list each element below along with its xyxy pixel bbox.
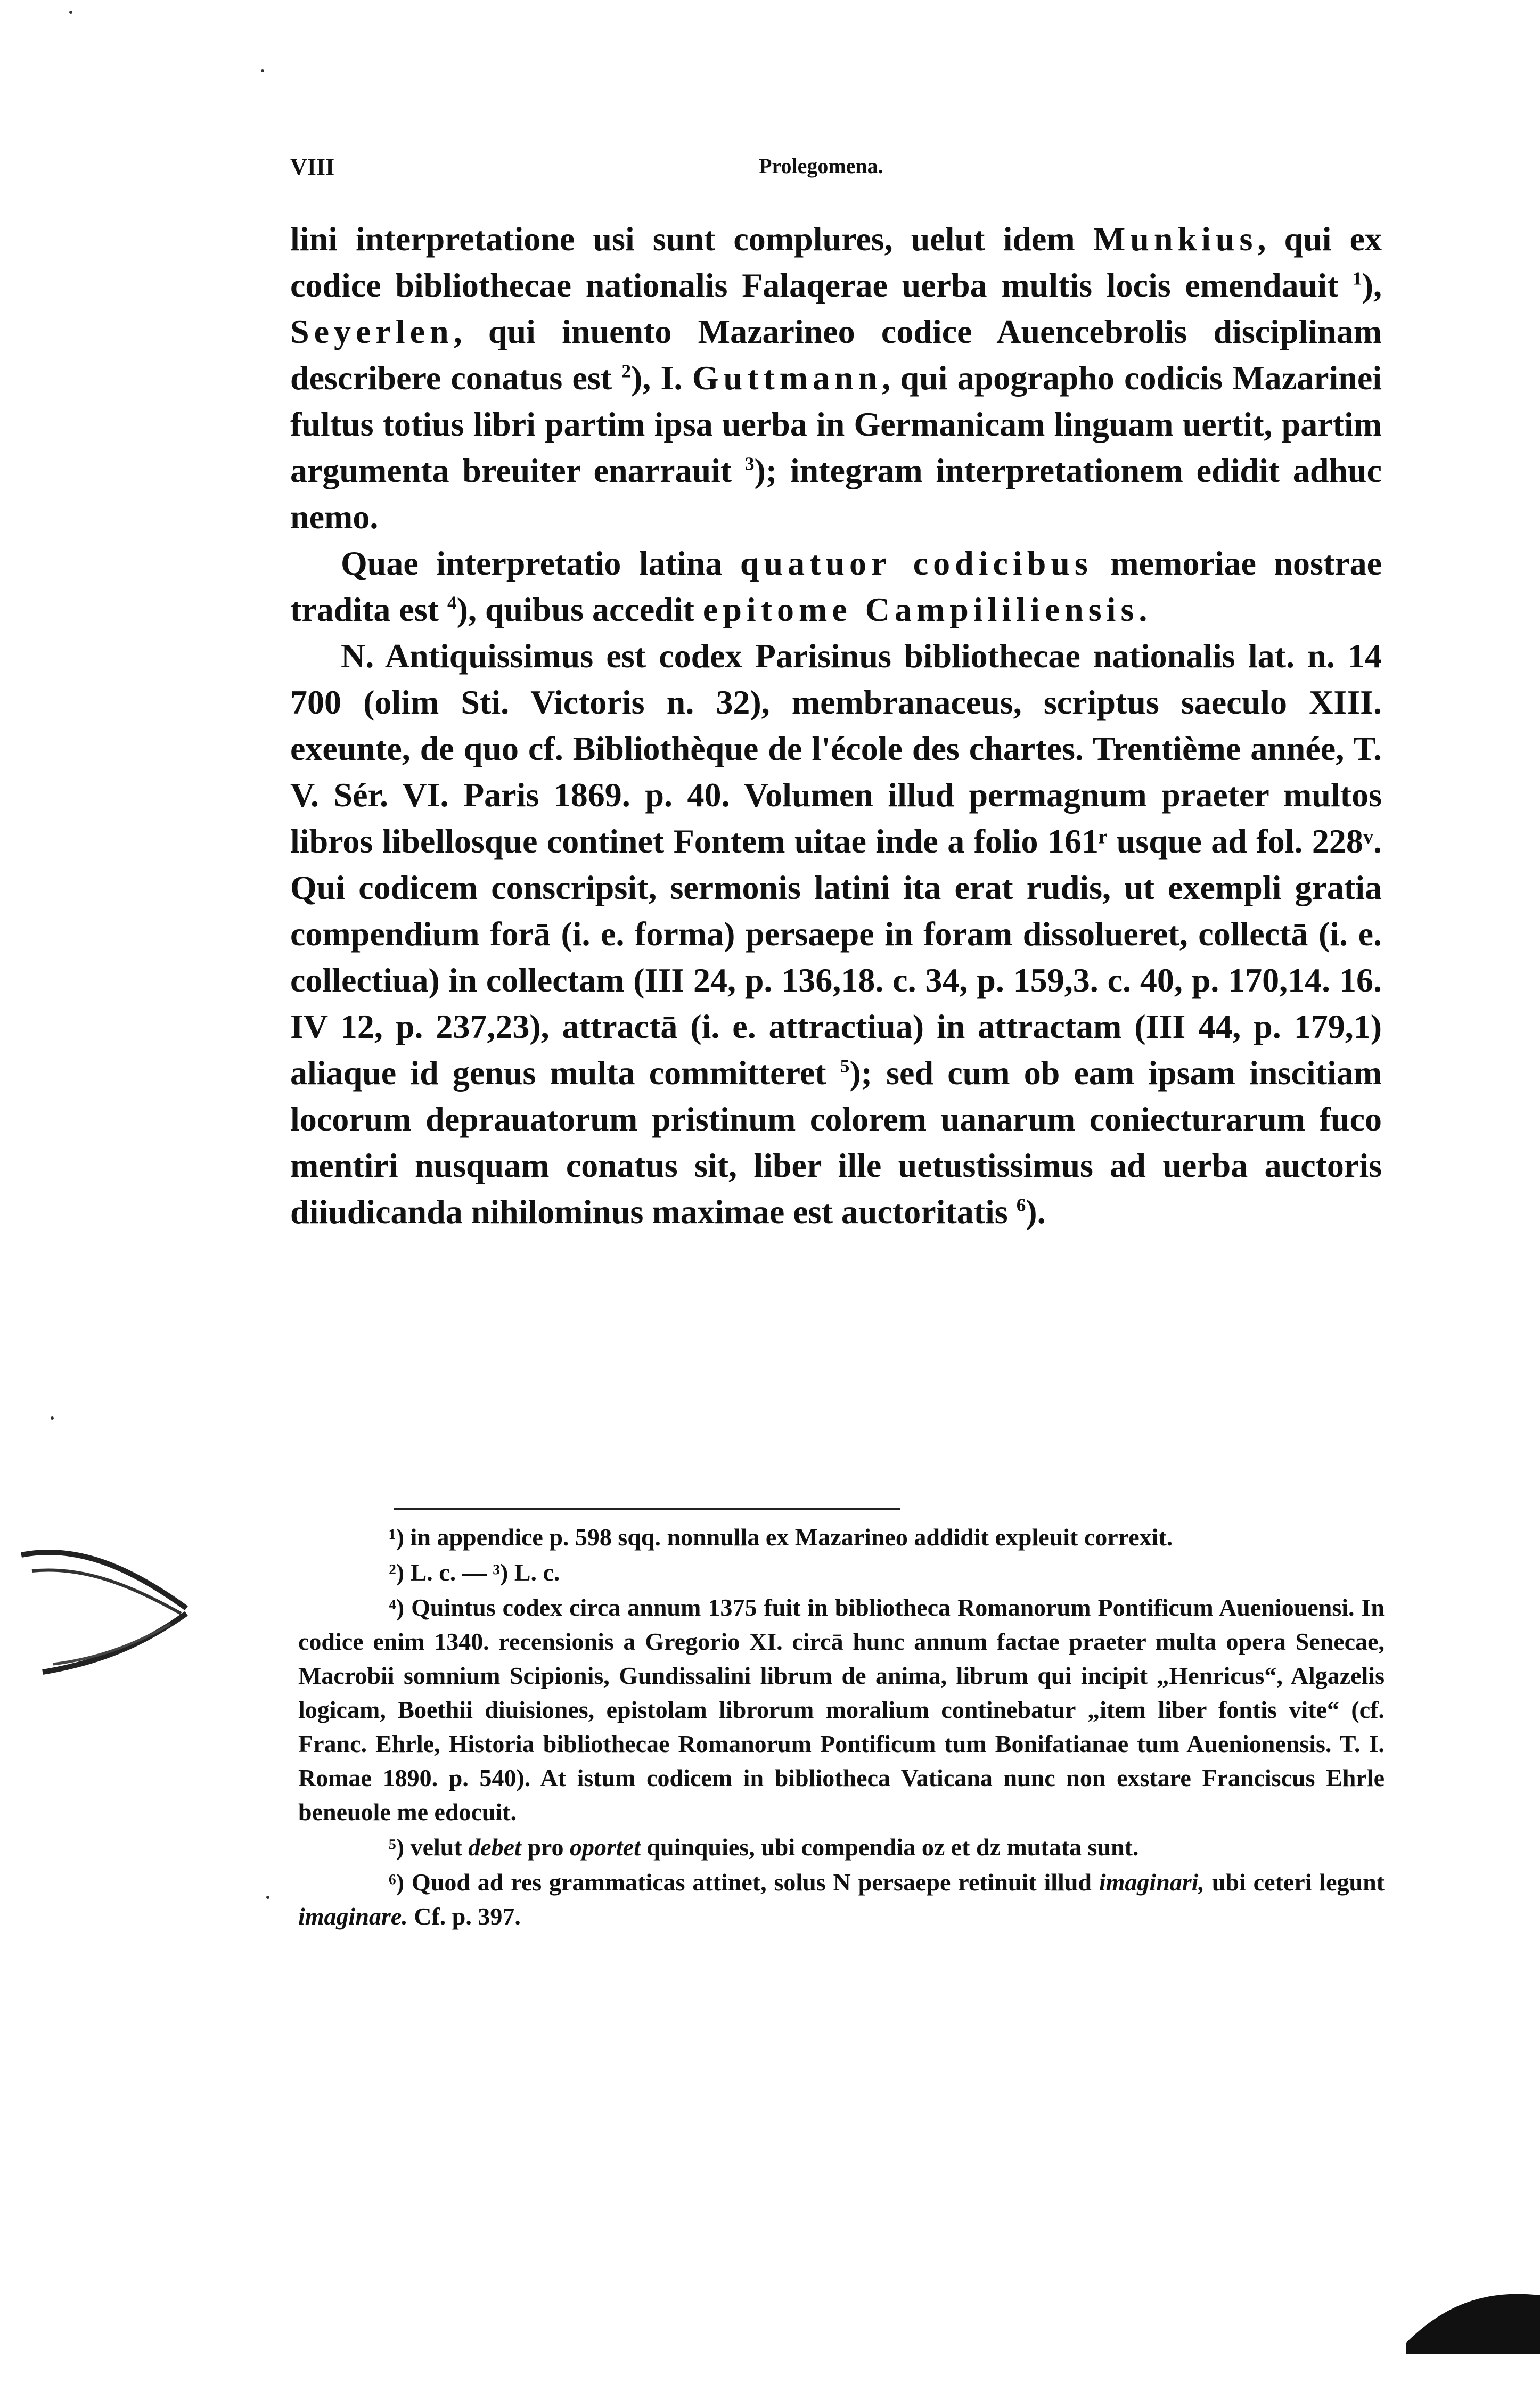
author-name: Guttmann xyxy=(692,359,882,397)
text-run: ); integram interpretationem edidit adhuc nemo. xyxy=(290,452,1382,536)
author-name: Munkius xyxy=(1093,220,1258,258)
spaced-term: quatuor codicibus xyxy=(740,544,1093,582)
text-run: , qui apographo codicis Mazarinei fultus totius libri partim ipsa uerba in Germanicam linguam uertit, partim argumenta breuiter enarrauit xyxy=(290,359,1382,489)
speck xyxy=(51,1416,54,1420)
text-run: N. Antiquissimus est codex Parisinus bibliothecae nationalis lat. n. 14 700 (olim Sti. Victoris n. 32), membranaceus, scriptus saeculo XIII. exeunte, de quo cf. Bibliothèque de l'école des chartes. Trentième année, T. V. Sér. VI. Paris 1869. p. 40. Volumen illud permagnum praeter multos libros libellosque continet Fontem uitae inde a folio 161ʳ usque ad fol. 228ᵛ. Qui codicem conscripsit, sermonis latini ita erat rudis, ut exempli gratia compendium forā (i. e. forma) persaepe in foram dissolueret, collectā (i. e. collectiua) in collectam (III 24, p. 136,18. c. 34, p. 159,3. c. 40, p. 170,14. 16. IV 12, p. 237,23), attractā (i. e. attractiua) in attractam (III 44, p. 179,1) aliaque id genus multa committeret xyxy=(290,637,1382,1092)
footnote-ref: 3 xyxy=(744,453,755,474)
text-run: ), I. xyxy=(630,359,683,397)
text-run: ubi ceteri legunt xyxy=(1211,1869,1385,1896)
text-run: ); sed cum ob eam ipsam inscitiam locorum deprauatorum pristinum colorem uanarum coniecturarum fuco mentiri nusquam conatus sit, liber ille uetustissimus ad uerba auctoris diiudicanda nihilominus maximae est auctoritatis xyxy=(290,1054,1382,1231)
footnote-ref: 6 xyxy=(1016,1194,1026,1216)
margin-smudge-mark xyxy=(11,1534,202,1693)
footnote-4: ⁴) Quintus codex circa annum 1375 fuit in bibliotheca Romanorum Pontificum Aueniouensi. In codice enim 1340. recensionis a Gregorio XI. circā hunc annum factae praeter multa opera Senecae, Macrobii somnium Scipionis, Gundissalini librum de anima, librum qui incipit „Henricus“, Algazelis logicam, Boethii diuisiones, epistolam librorum moralium continebatur „item liber fontis vite“ (cf. Franc. Ehrle, Historia bibliothecae Romanorum Pontificum tum Bonifatianae tum Auenionensis. T. I. Romae 1890. p. 540). At istum codicem in bibliotheca Vaticana nunc non exstare Franciscus Ehrle beneuole me edocuit. xyxy=(298,1594,1385,1825)
speck xyxy=(261,69,264,72)
text-run: memoriae nostrae tradita est xyxy=(290,544,1382,628)
footnote-ref: 4 xyxy=(447,592,457,613)
speck xyxy=(266,1896,269,1899)
footnotes xyxy=(298,1520,1385,1935)
footnote-rule xyxy=(394,1508,900,1510)
footnote-ref: 5 xyxy=(840,1055,850,1077)
text-run: , qui inuento Mazarineo codice Auencebrolis disciplinam describere conatus est xyxy=(290,313,1382,397)
text-run: lini interpretatione usi sunt complures, uelut idem xyxy=(290,220,1075,258)
text-run: ⁶) Quod ad res grammaticas attinet, solus N persaepe retinuit illud xyxy=(389,1869,1092,1896)
italic-term: imaginare. xyxy=(298,1903,408,1930)
footnote-ref: 1 xyxy=(1353,268,1362,289)
text-run: ⁵) velut xyxy=(389,1833,462,1861)
footnote-2-3: ²) L. c. — ³) L. c. xyxy=(389,1559,560,1586)
main-text xyxy=(290,216,1382,1235)
page-number: VIII xyxy=(290,154,335,180)
italic-term: oportet xyxy=(570,1833,641,1861)
text-run: ), quibus accedit xyxy=(456,591,694,628)
running-header xyxy=(290,153,1377,191)
text-run: . xyxy=(1138,591,1148,628)
paragraph-2 xyxy=(290,540,1382,633)
page-corner-shadow xyxy=(1385,2237,1540,2354)
text-run: ), xyxy=(1362,266,1382,304)
speck xyxy=(69,11,72,14)
italic-term: imaginari, xyxy=(1099,1869,1205,1896)
text-run: pro xyxy=(527,1833,564,1861)
text-run: , qui ex codice bibliothecae nationalis Falaqerae uerba multis locis emendauit xyxy=(290,220,1382,304)
footnote-ref: 2 xyxy=(621,361,631,382)
text-run: ). xyxy=(1026,1193,1046,1231)
author-name: Seyerlen xyxy=(290,313,454,350)
text-run: Quae interpretatio latina xyxy=(341,544,723,582)
italic-term: debet xyxy=(468,1833,521,1861)
footnote-5 xyxy=(298,1830,1385,1864)
text-run: Cf. p. 397. xyxy=(414,1903,521,1930)
paragraph-3 xyxy=(290,633,1382,1235)
paragraph-1 xyxy=(290,216,1382,540)
footnote-6 xyxy=(298,1865,1385,1934)
running-title: Prolegomena. xyxy=(759,154,883,178)
text-run: quinquies, ubi compendia oz et dz mutata sunt. xyxy=(646,1833,1139,1861)
footnote-1: ¹) in appendice p. 598 sqq. nonnulla ex Mazarineo addidit expleuit correxit. xyxy=(389,1524,1173,1551)
spaced-term: epitome Campililiensis xyxy=(702,591,1139,628)
